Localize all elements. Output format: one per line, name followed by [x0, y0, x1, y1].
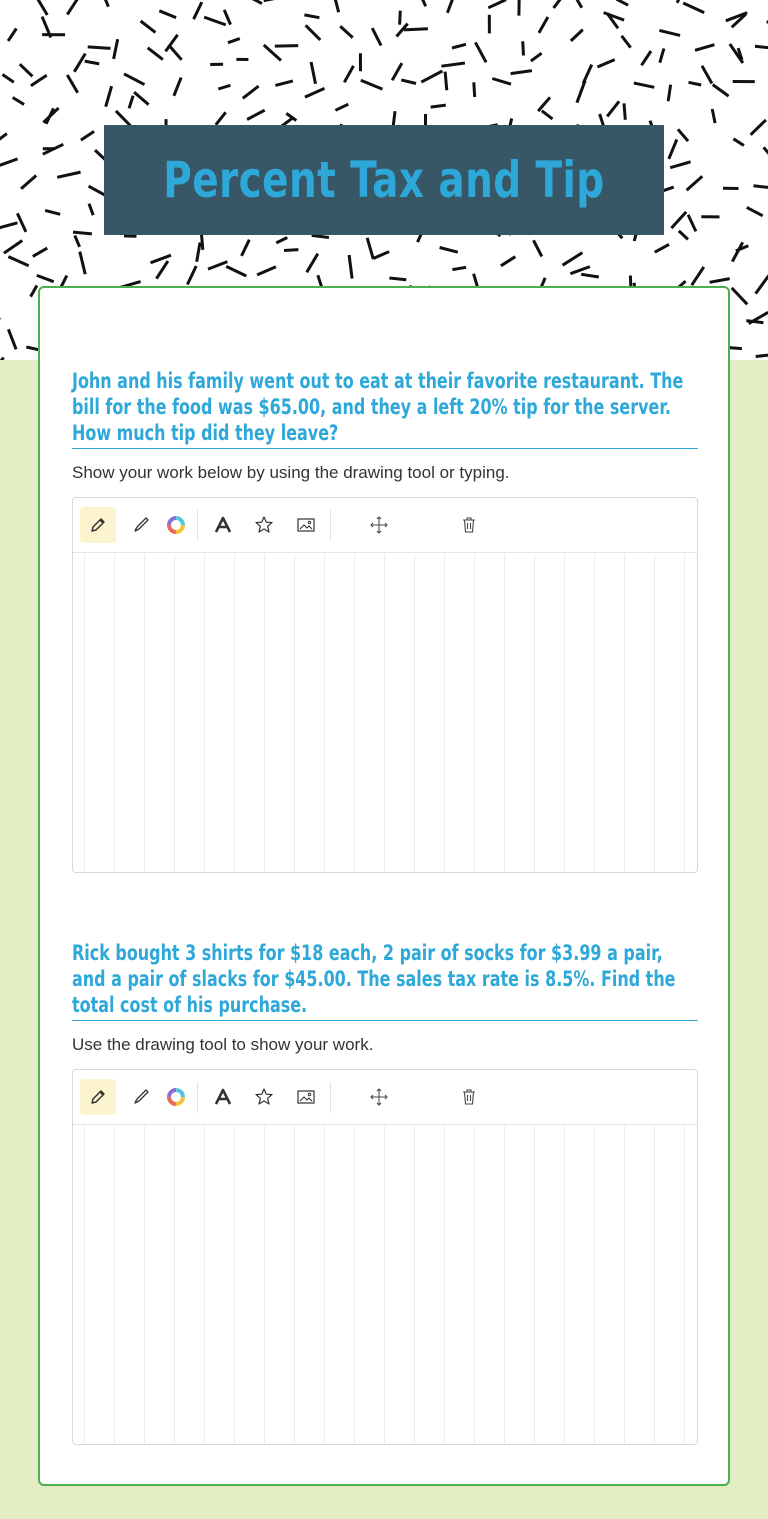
star-icon: [254, 1087, 274, 1107]
trash-icon: [459, 1087, 479, 1107]
question-instruction: Use the drawing tool to show your work.: [72, 1035, 374, 1054]
drawing-toolbar: [73, 498, 697, 553]
toolbar-separator: [197, 1082, 198, 1113]
pencil-tool-button[interactable]: [80, 507, 116, 543]
color-wheel-icon: [166, 1087, 186, 1107]
question-divider: [72, 448, 698, 449]
question-instruction: Show your work below by using the drawing tool or typing.: [72, 463, 510, 482]
image-icon: [296, 1087, 316, 1107]
color-picker-button[interactable]: [158, 1079, 194, 1115]
drawing-toolbar: [73, 1070, 697, 1125]
color-picker-button[interactable]: [158, 507, 194, 543]
pencil-icon: [89, 516, 107, 534]
delete-tool-button[interactable]: [451, 1079, 487, 1115]
drawing-area[interactable]: [73, 1126, 697, 1444]
title-banner: [104, 125, 664, 235]
worksheet-card: [38, 286, 730, 1486]
image-tool-button[interactable]: [288, 507, 324, 543]
question-prompt: John and his family went out to eat at their favorite restaurant. The bill for the food was $65.00, and they a left 20% tip for the server. How much tip did they leave?: [72, 369, 684, 445]
text-icon: [213, 1087, 233, 1107]
move-icon: [369, 515, 389, 535]
delete-tool-button[interactable]: [451, 507, 487, 543]
drawing-area[interactable]: [73, 554, 697, 872]
question-1: [72, 368, 698, 873]
star-icon: [254, 515, 274, 535]
text-tool-button[interactable]: [205, 507, 241, 543]
move-tool-button[interactable]: [361, 507, 397, 543]
question-2: [72, 940, 698, 1445]
drawing-canvas[interactable]: [72, 1069, 698, 1445]
drawing-canvas[interactable]: [72, 497, 698, 873]
image-tool-button[interactable]: [288, 1079, 324, 1115]
image-icon: [296, 515, 316, 535]
brush-tool-button[interactable]: [123, 1079, 159, 1115]
brush-tool-button[interactable]: [123, 507, 159, 543]
trash-icon: [459, 515, 479, 535]
question-divider: [72, 1020, 698, 1021]
brush-icon: [132, 1088, 150, 1106]
toolbar-separator: [330, 1082, 331, 1113]
brush-icon: [132, 516, 150, 534]
page-title: Percent Tax and Tip: [163, 151, 605, 209]
shape-tool-button[interactable]: [246, 1079, 282, 1115]
question-prompt: Rick bought 3 shirts for $18 each, 2 pair of socks for $3.99 a pair, and a pair of slacks for $45.00. The sales tax rate is 8.5%. Find the total cost of his purchase.: [72, 941, 676, 1017]
move-icon: [369, 1087, 389, 1107]
color-wheel-icon: [166, 515, 186, 535]
toolbar-separator: [330, 510, 331, 541]
text-icon: [213, 515, 233, 535]
toolbar-separator: [197, 510, 198, 541]
move-tool-button[interactable]: [361, 1079, 397, 1115]
pencil-icon: [89, 1088, 107, 1106]
text-tool-button[interactable]: [205, 1079, 241, 1115]
shape-tool-button[interactable]: [246, 507, 282, 543]
pencil-tool-button[interactable]: [80, 1079, 116, 1115]
